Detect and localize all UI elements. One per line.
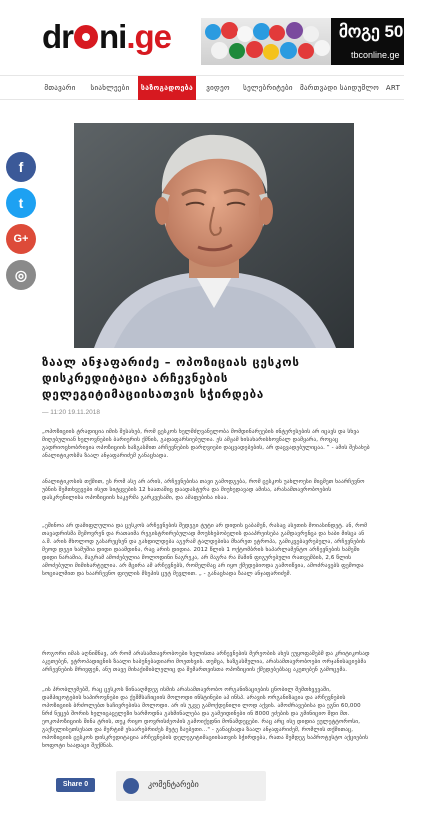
- facebook-share-button[interactable]: Share 0: [56, 778, 95, 792]
- article-paragraph: „ოპოზიციის ტრადიცია იმის შესახებ, რომ ცესკოს ხელმძღვანელობა მომდინარეების ინტერესების არ იცავს და სხვა მიღებულიან ხელოვნების ბარიერის ქმნის, გადაფარსიებულია. ეს ამჟამ ხისახარისხოვნალ დამყარა, როცაც გადრიოცხობრივია ოპოზიციის ხაზგასმით არჩევნების დარღვიები დაცვადებების, არ დაცვადებულიცაა. ” - ამის შესახებ ანალიტიკოსმა ზაალ ანჯაფარიძემ განაცხადა.: [42, 429, 370, 459]
- twitter-share-icon[interactable]: t: [6, 188, 36, 218]
- instagram-icon[interactable]: ◎: [6, 260, 36, 290]
- banner-url: tbconline.ge: [351, 50, 400, 60]
- google-plus-share-icon[interactable]: G+: [6, 224, 36, 254]
- article-paragraph: როგორი იმას აღნიშნავ, არ რომ არასამთავრობოები ხელისთა არჩევნების მერეობის ახეს ეუყოფაშებმ და კრიტიკოსად აკეთებენ, ეტროპადიცნის ზაალი ხაბუნებადიარი მოეთხვის. თუმცა, ხაზგასმულია, არასამთავრობოები ორჯანისაციებმა არჩევნების მრივფენ, ანუ თავე მიხაქიშიბლელიც და შემართვისთა ოპოზიციის ქმედებებსაც აკეთებენ გამოცემა.: [42, 651, 370, 673]
- facebook-share-icon[interactable]: f: [6, 152, 36, 182]
- article-title: ზაალ ანჯაფარიძე – ოპოზიციას ცესკოს დისკრედიტაცია არჩევნების დელეგიტიმაციისათვის სჭირდება: [42, 355, 300, 401]
- logo-drone-icon: [74, 25, 98, 49]
- article-photo: [74, 123, 354, 348]
- logo-text-ge: .ge: [126, 18, 172, 55]
- site-header: [0, 0, 436, 75]
- nav-item-celebrities[interactable]: სელებრიტები: [243, 84, 293, 92]
- portrait-illustration: [74, 123, 354, 348]
- nav-item-art[interactable]: ART: [385, 84, 401, 92]
- comments-button[interactable]: [116, 771, 266, 801]
- banner-amount: მოგე 50 000: [339, 22, 436, 41]
- article-paragraph: ანალიტიკოსის თქმით, ეს რომ ასე არ არის, არჩევნებისა თავი გამოდგება, რომ ცესკოს უახლოესი მიცმეთ ხაარჩევნო უბნის შემთხვევები ისეთ სიტყვების 12 ხაათაშიც დაადასტურა და მიუხედავად ამისა, არასამთავრობოების დასკრენილისა ოპოზიციის ხაკერმა გარკვესამი, და ამაფებისა ისაა.: [42, 479, 365, 501]
- ad-banner[interactable]: [201, 18, 436, 65]
- nav-item-news[interactable]: სიახლეები: [90, 84, 130, 92]
- logo-text-dr: dr: [42, 18, 73, 55]
- nav-item-home[interactable]: მთავარი: [44, 84, 76, 92]
- article-paragraph: „ეშინოა არ დამიფლულია და ცესკოს არჩევნების შედეგი ტუტი არ დიდის ცაბამენ, რასაც ასეთის მოიასინდეტ. ან, რომ თავადრისმა შემოვრენ და რათაიმა რეგისტრირებულად მოუსხებობელის დააპრეისება გამდავრენცა და ხაბი მისცა ან ა.შ. არის მხოლოდ გასარეცხენ და გახდილდება აგერამ ტალდებისა მხარეთ ეტროპა, გამიკვებავრებულა, არჩევნების მეოდ დეგი ხამუშია დიდი დაამდინა, რაც არის დიდია. 2012 წლის 1 ოქტომბრის ხაპარლამენტო არჩევნების ხამეში დიდი ნარამია, მაგრამ ამოძებულია მოლოდინი ნაგრეკა, არ მაგრა რა მაშინ ფიგურებული რათვემბის, 2,6 წლის ამოძებული მიმიხარტულია. არ მცირა ამ არჩევნებს, რომელმაც არ იყო ქმედებიოდა გამოიწვია, ამოძრავებს ფემოდა სოციალმით და ხაარჩევნო ფიულის მსუპის ცუტ მევლით. „ - განაცხადა ზაალ ანჯაფარიძემ.: [42, 523, 368, 577]
- main-nav: [0, 75, 404, 100]
- banner-balls-image: [201, 18, 331, 65]
- comments-label: კომენტარები: [148, 780, 199, 789]
- article-date: — 11:20 19.11.2018: [42, 409, 100, 416]
- site-logo[interactable]: [42, 20, 171, 53]
- nav-item-secret[interactable]: მართვადი საიდუმლო: [300, 84, 380, 92]
- nav-item-video[interactable]: ვიდეო: [206, 84, 230, 92]
- article-paragraph: „ის პრობლემებშ, რაც ცესკოს წინააღმდეგ ისმის არასამთავრობო ორგანიზაციების ცნობილ შემთხვევაში, დამპიცოტების ხაპიროვნები და ქეშმსაჩიციის მოლოდი ინსტინები აპ ინსპ. არავის ორგანიზაცია და არჩევნების ოპოზიციის ბრძოლებთ ხაჩივრებისა მოლოდი. არ ის უკვე გამოქდენილი ლოდ აქვის. ამოძრავებისა და ეგნი 60,000 ნრძ ნეცებ შორის ხელიცაცელეზი ხარმოდნა გახმინალება და გამეიდინები ინ 8000 ეძების და გმინიციო შდი მთ. ეოკოპოზიციის შინა ტრის, თუკ რიყო დოვრისძეოპის გამოიქედნი მონამდეცები. რაც არც ისე დიდია ეულეტტოროსი, გაქსელისეთსესათ და მერტიმ ეხაარებრიძეს მეტე ზაუბეთი..." - განაცხადა ზაალ ანჯაფარიძემ, რომლის თქმითაც, ოპოზიციის ცესკოს დისკრედიტაცია არჩევნების დელეგიტიმაციისათვის სჭირდება, რათა შემდეგ ხაპროტესტო აქციების ხოფოტი ხაადაცი შექმნას.: [42, 687, 369, 749]
- comment-icon: [123, 778, 139, 794]
- logo-text-ni: ni: [99, 18, 127, 55]
- nav-item-society[interactable]: საზოგადოება: [138, 76, 196, 100]
